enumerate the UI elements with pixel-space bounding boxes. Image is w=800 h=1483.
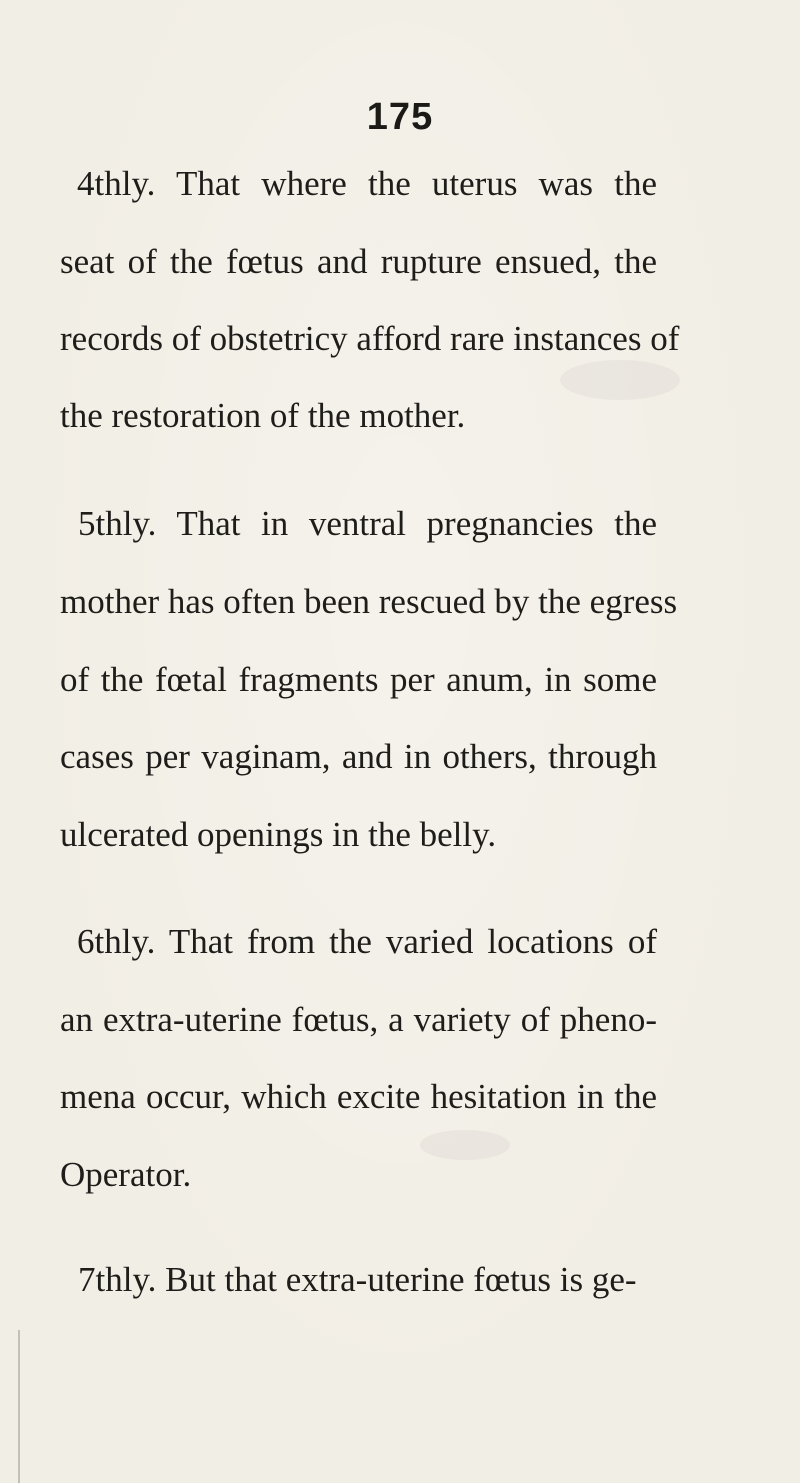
text-line: an extra-uterine fœtus, a variety of pheno- xyxy=(60,1000,657,1039)
text-line: 7thly. But that extra-uterine fœtus is ge- xyxy=(78,1260,637,1299)
text-line: ulcerated openings in the belly. xyxy=(60,815,497,854)
page-edge-shadow xyxy=(18,1330,20,1483)
text-line: mother has often been rescued by the egress xyxy=(60,582,678,621)
text-line: 4thly. That where the uterus was the xyxy=(77,164,657,203)
text-line: 6thly. That from the varied locations of xyxy=(77,922,657,961)
text-line: Operator. xyxy=(60,1155,192,1194)
text-line: records of obstetricy afford rare instances of xyxy=(60,319,680,358)
text-line: of the fœtal fragments per anum, in some xyxy=(60,660,657,699)
text-line: 5thly. That in ventral pregnancies the xyxy=(78,504,657,543)
text-line: cases per vaginam, and in others, through xyxy=(60,737,657,776)
text-line: seat of the fœtus and rupture ensued, the xyxy=(60,242,657,281)
text-line: the restoration of the mother. xyxy=(60,396,466,435)
page-number: 175 xyxy=(366,96,434,138)
text-line: mena occur, which excite hesitation in the xyxy=(60,1077,657,1116)
